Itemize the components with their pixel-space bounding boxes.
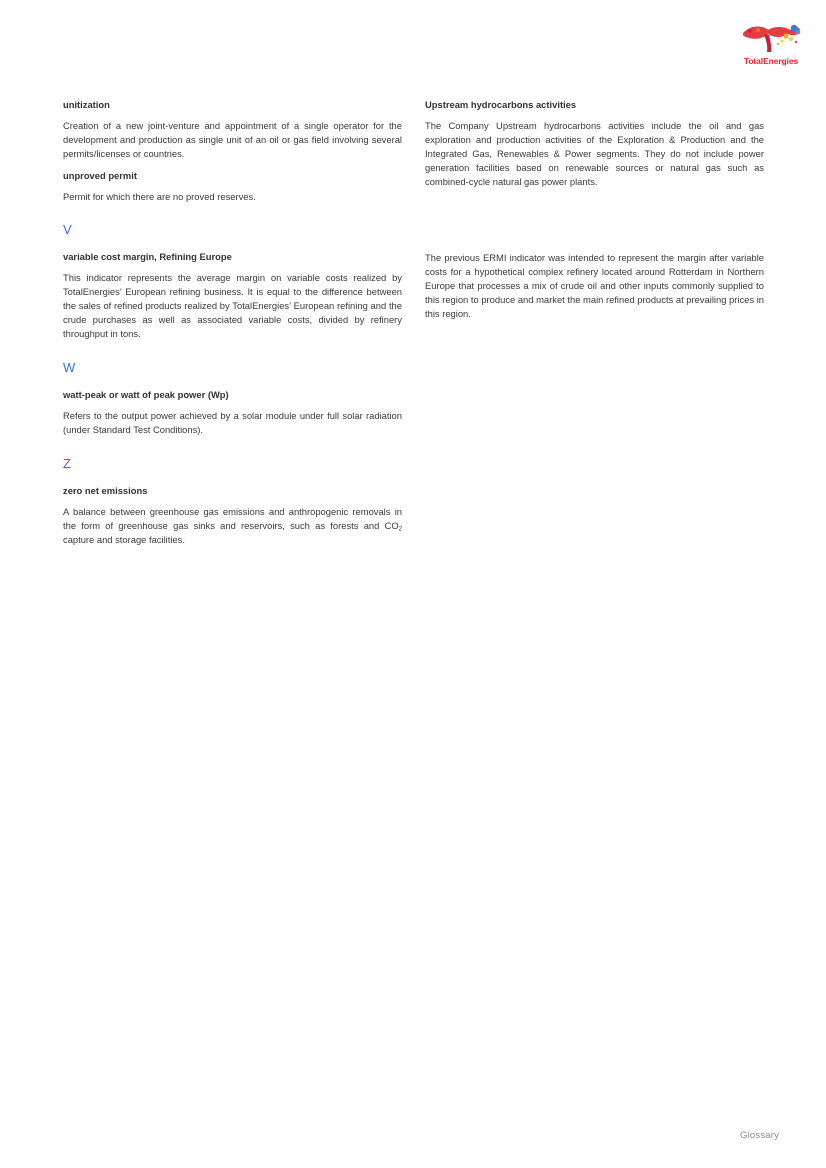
definition-watt-peak: Refers to the output power achieved by a solar module under full solar radiation (under Standard Test Conditions). bbox=[63, 410, 402, 435]
zero-def-text: A balance between greenhouse gas emissions and anthropogenic removals in the form of greenhouse gas sinks and reservoirs, such as forests and CO bbox=[63, 506, 402, 531]
logo-mark-icon bbox=[738, 22, 804, 56]
definition-unproved-permit: Permit for which there are no proved reserves. bbox=[63, 191, 256, 202]
term-watt-peak: watt-peak or watt of peak power (Wp) bbox=[63, 389, 229, 400]
definition-ermi-indicator: The previous ERMI indicator was intended to represent the margin after variable costs for a hypothetical complex refinery located around Rotterdam in Northern Europe that processes a mix of crude oil and other inputs commonly supplied to this region to produce and market the main refined products at prevailing prices in this region. bbox=[425, 252, 764, 319]
term-zero-net-emissions: zero net emissions bbox=[63, 485, 148, 496]
term-unitization: unitization bbox=[63, 99, 110, 110]
definition-variable-cost-margin: This indicator represents the average margin on variable costs realized by TotalEnergies’ European refining business. It is equal to the difference between the sales of refined products realized by TotalEnergies’ European refining and the crude purchases as well as associated variable costs, divided by refinery throughput in tons. bbox=[63, 272, 402, 339]
zero-def-text-end: capture and storage facilities. bbox=[63, 534, 185, 545]
co2-subscript: 2 bbox=[398, 526, 402, 533]
brand-wordmark: TotalEnergies bbox=[743, 56, 799, 66]
definition-upstream-hydrocarbons: The Company Upstream hydrocarbons activities include the oil and gas exploration and production activities of the Exploration & Production and the Integrated Gas, Renewables & Power segments. They do not include power generation facilities based on renewable sources or natural gas such as combined-cycle natural gas power plants. bbox=[425, 120, 764, 187]
footer-section-label: Glossary bbox=[740, 1130, 780, 1141]
definition-zero-net-emissions bbox=[63, 505, 402, 547]
term-variable-cost-margin: variable cost margin, Refining Europe bbox=[63, 251, 232, 262]
section-letter-w: W bbox=[63, 360, 76, 375]
section-letter-z: Z bbox=[63, 456, 71, 471]
term-upstream-hydrocarbons: Upstream hydrocarbons activities bbox=[425, 99, 577, 110]
term-unproved-permit: unproved permit bbox=[63, 170, 137, 181]
definition-unitization: Creation of a new joint-venture and appointment of a single operator for the development and production as single unit of an oil or gas field involving several permits/licenses or countries. bbox=[63, 120, 402, 159]
section-letter-v: V bbox=[63, 222, 72, 237]
brand-logo bbox=[738, 22, 804, 68]
